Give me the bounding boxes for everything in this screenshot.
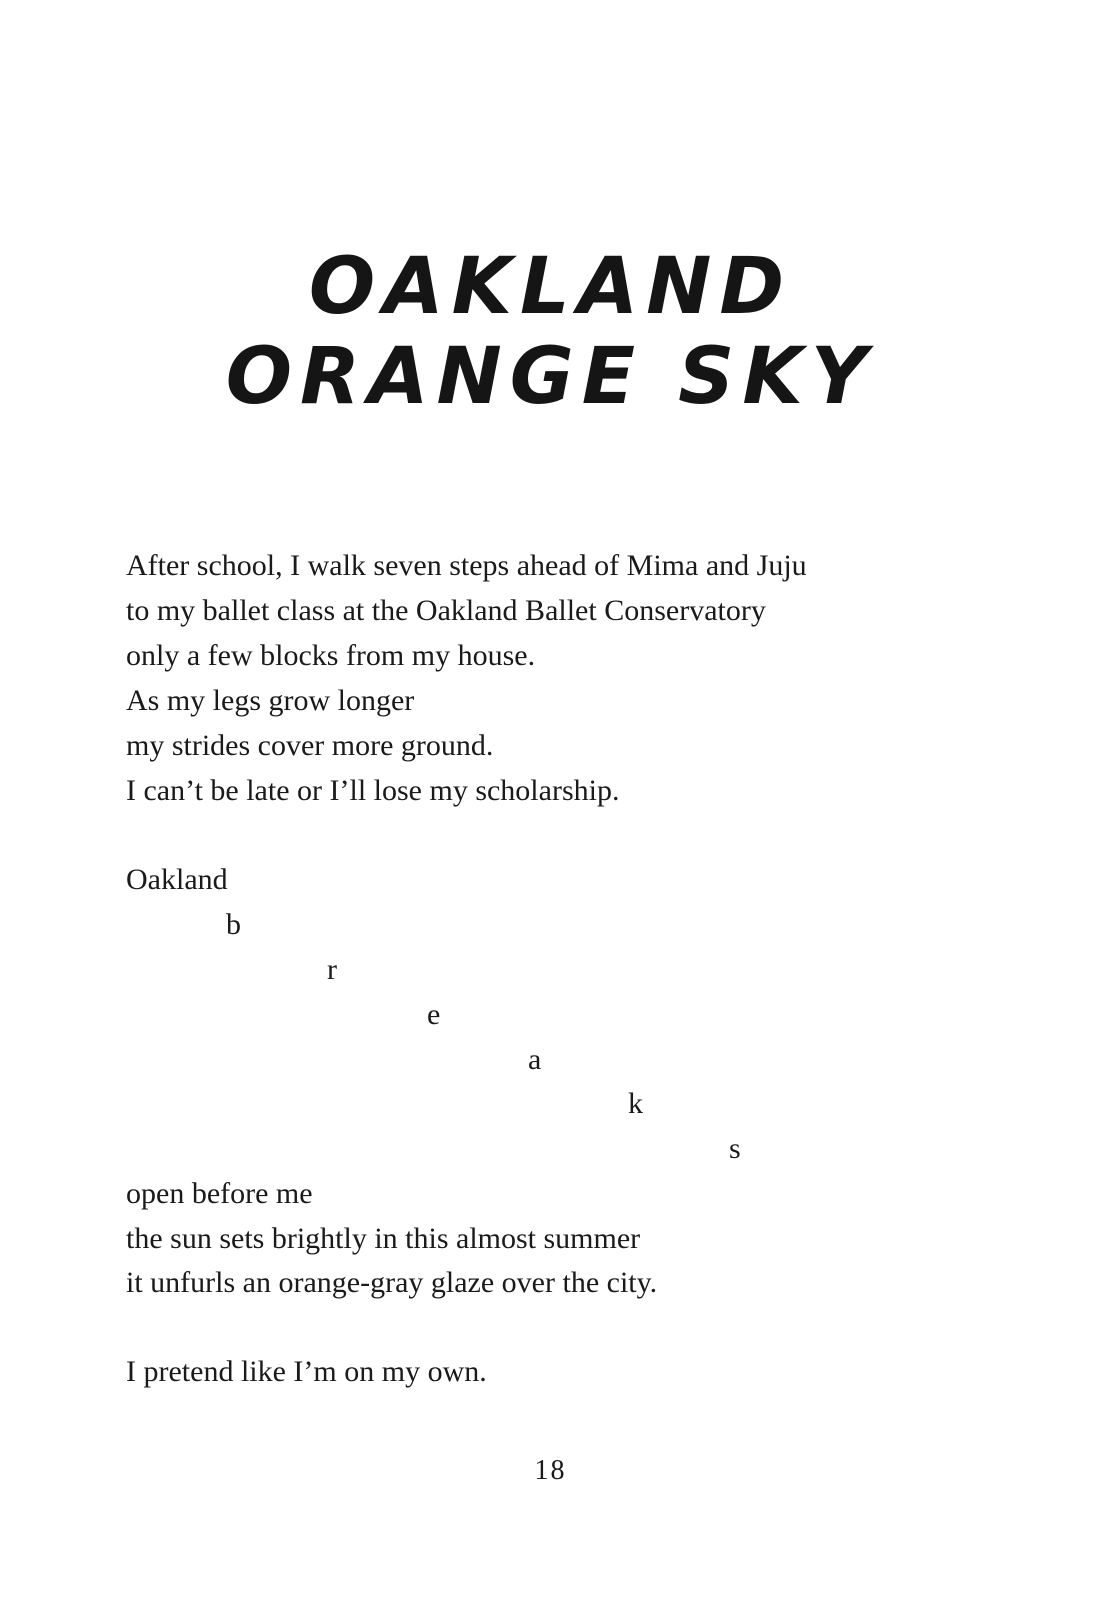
poem-line: my strides cover more ground. <box>126 729 494 762</box>
cascade-letter: e <box>427 998 441 1031</box>
poem-line: open before me <box>126 1177 313 1210</box>
poem-line: it unfurls an orange-gray glaze over the city. <box>126 1266 658 1299</box>
poem-line: I pretend like I’m on my own. <box>126 1355 487 1388</box>
poem-line: the sun sets brightly in this almost summer <box>126 1222 641 1255</box>
cascade-letter: a <box>528 1043 542 1076</box>
poem-line: As my legs grow longer <box>126 684 415 717</box>
poem-line: to my ballet class at the Oakland Ballet Conservatory <box>126 594 766 627</box>
poem-title-line-2: ORANGE SKY <box>225 332 876 422</box>
poem-line-oakland: Oakland <box>126 863 228 896</box>
cascade-letter: b <box>226 908 241 941</box>
cascade-letter: k <box>628 1087 643 1120</box>
page-number: 18 <box>534 1455 567 1486</box>
poem-line: only a few blocks from my house. <box>126 639 536 672</box>
poem-line: I can’t be late or I’ll lose my scholarship. <box>126 774 620 807</box>
poem-line: After school, I walk seven steps ahead of Mima and Juju <box>126 549 807 582</box>
cascade-letter: s <box>729 1132 741 1165</box>
cascade-letter: r <box>327 953 337 986</box>
poem-title-line-1: OAKLAND <box>308 242 793 332</box>
